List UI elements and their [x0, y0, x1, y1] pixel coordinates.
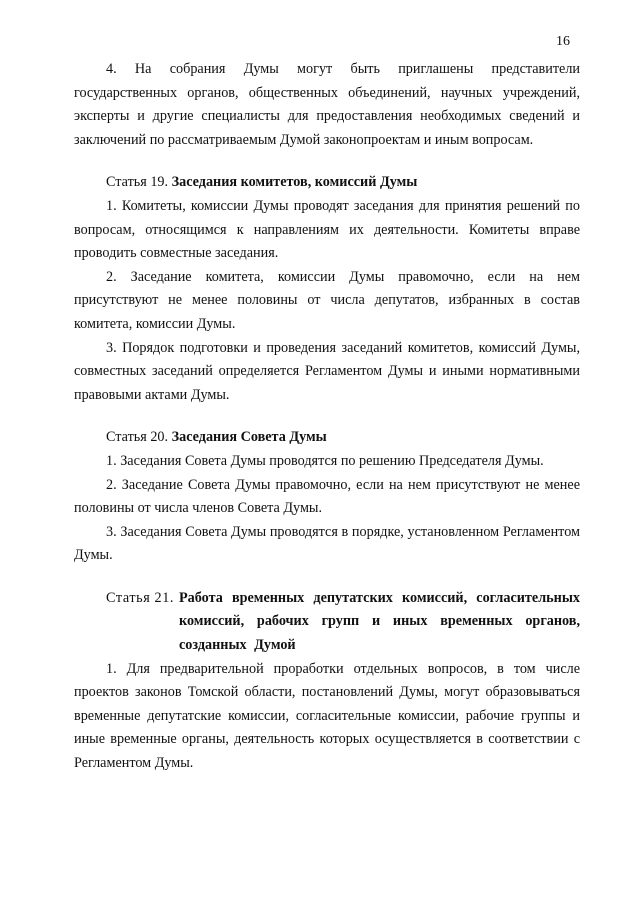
article-21-heading	[74, 587, 580, 658]
article-20-item-3: 3. Заседания Совета Думы проводятся в порядке, установленном Регламентом Думы.	[74, 523, 580, 564]
article-19-item-2: 2. Заседание комитета, комиссии Думы правомочно, если на нем присутствуют не менее половины от числа депутатов, избранных в состав комитета, комиссии Думы.	[74, 268, 580, 332]
article-19-label: Статья 19.	[106, 174, 169, 191]
article-19-title: Заседания комитетов, комиссий Думы	[171, 174, 418, 191]
paragraph-4: 4. На собрания Думы могут быть приглашены представители государственных органов, общественных объединений, научных учреждений, эксперты и другие специалисты для предоставления необходимых сведений и заключений по рассматриваемым Думой законопроектам и иным вопросам.	[74, 61, 580, 148]
document-content	[74, 58, 580, 776]
article-21-item-1: 1. Для предварительной проработки отдельных вопросов, в том числе проектов законов Томской области, постановлений Думы, могут образовываться временные депутатские комиссии, согласительные комиссии, рабочие группы и иные временные органы, деятельность которых осуществляется в соответствии с Регламентом Думы.	[74, 660, 580, 772]
article-20-item-2: 2. Заседание Совета Думы правомочно, если на нем присутствуют не менее половины от числа членов Совета Думы.	[74, 476, 580, 517]
article-19-item-1: 1. Комитеты, комиссии Думы проводят заседания для принятия решений по вопросам, относящимся к направлениям их деятельности. Комитеты вправе проводить совместные заседания.	[74, 197, 580, 262]
article-20-heading	[74, 426, 580, 450]
article-19-item-3: 3. Порядок подготовки и проведения заседаний комитетов, комиссий Думы, совместных заседаний определяется Регламентом Думы и иными нормативными правовыми актами Думы.	[74, 339, 580, 403]
article-19-heading	[74, 171, 580, 195]
article-21-label: Статья 21.	[106, 589, 175, 606]
article-20-item-1: 1. Заседания Совета Думы проводятся по решению Председателя Думы.	[106, 452, 544, 469]
article-20-title: Заседания Совета Думы	[171, 429, 327, 446]
article-20-label: Статья 20.	[106, 429, 169, 446]
article-21-title: Работа временных депутатских комиссий, согласительных комиссий, рабочих групп и иных временных органов, созданных Думой	[179, 589, 580, 654]
page-number: 16	[556, 34, 570, 49]
